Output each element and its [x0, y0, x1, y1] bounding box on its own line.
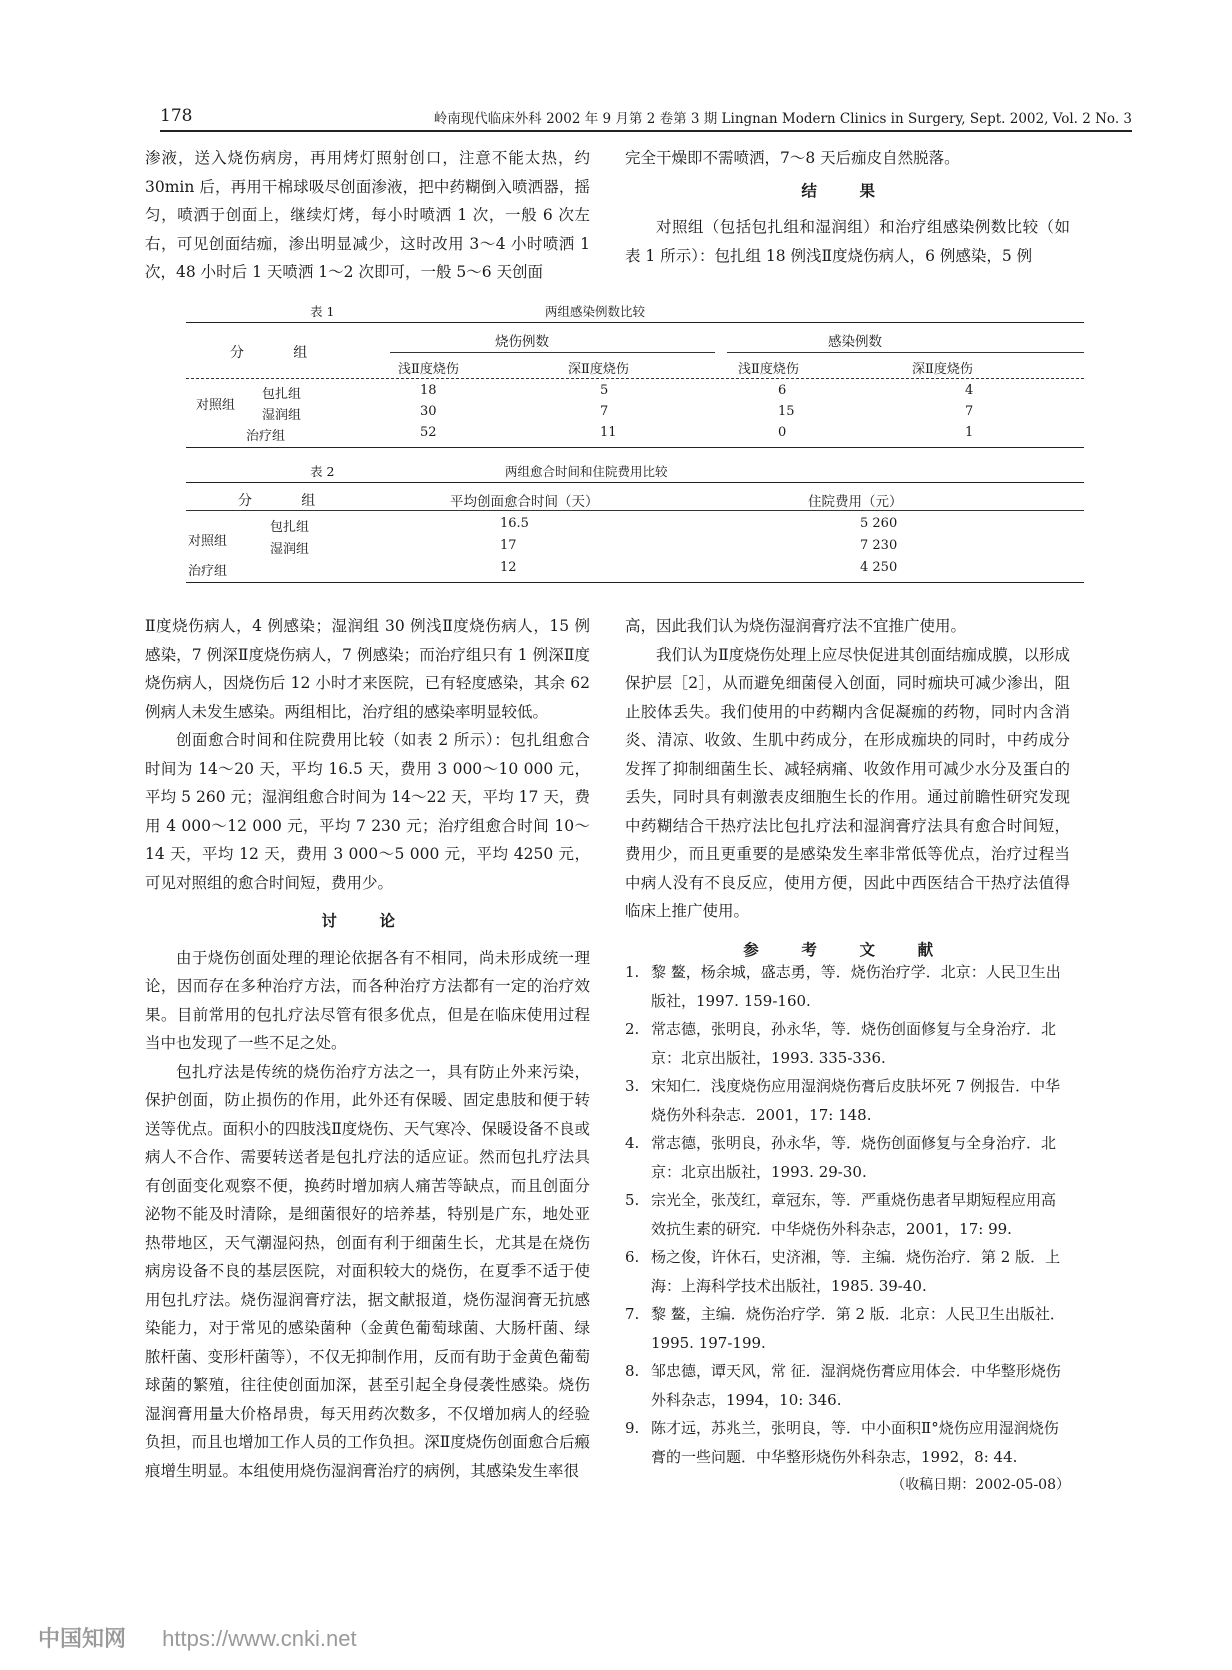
reference-text: 宗光全，张茂红，章冠东，等．严重烧伤患者早期短程应用高效抗生素的研究．中华烧伤外科杂志，2001，17: 99.: [651, 1191, 1057, 1238]
table2-time-header: 平均创面愈合时间（天）: [450, 494, 599, 510]
table1-header-rule: [186, 378, 1084, 379]
table-row-label: 湿润组: [270, 542, 310, 557]
reference-number: 2.: [625, 1020, 640, 1038]
table-cell: 17: [500, 538, 517, 553]
reference-item: [625, 1243, 1070, 1300]
table-cell: 12: [500, 560, 517, 575]
reference-number: 1.: [625, 963, 640, 981]
table-cell: 7: [965, 404, 974, 419]
reference-item: [625, 1015, 1070, 1072]
table2-group-header: 分 组: [238, 493, 338, 509]
table1-bottom-rule: [186, 447, 1084, 448]
table-row-label: 包扎组: [262, 387, 302, 402]
table1-sub-deep: 深Ⅱ度烧伤: [568, 362, 629, 377]
table2-label: 表 2: [310, 464, 335, 479]
table-row-label: 治疗组: [188, 564, 228, 579]
table-row-label: 湿润组: [262, 408, 302, 423]
table-row-label: 治疗组: [246, 429, 286, 444]
table1-infect-header: 感染例数: [828, 334, 882, 350]
journal-title: 岭南现代临床外科 2002 年 9 月第 2 卷第 3 期 Lingnan Modern Clinics in Surgery, Sept. 2002, Vol. 2 No. 3: [433, 111, 1132, 127]
table2-header-rule: [186, 510, 1084, 511]
table1-title: 两组感染例数比较: [545, 304, 646, 319]
reference-item: [625, 1300, 1070, 1357]
reference-text: 陈才远，苏兆兰，张明良，等．中小面积Ⅱ°烧伤应用湿润烧伤膏的一些问题．中华整形烧伤外科杂志，1992，8: 44.: [651, 1419, 1059, 1466]
reference-text: 宋知仁．浅度烧伤应用湿润烧伤膏后皮肤坏死 7 例报告．中华烧伤外科杂志．2001，17: 148.: [651, 1077, 1061, 1124]
table2-bottom-rule: [186, 582, 1084, 583]
reference-text: 邹忠德，谭天风，常 征．湿润烧伤膏应用体会．中华整形烧伤外科杂志，1994，10: 346.: [651, 1362, 1061, 1409]
reference-text: 常志德，张明良，孙永华，等．烧伤创面修复与全身治疗．北京：北京出版社，1993. 29-30.: [651, 1134, 1057, 1181]
table1-burn-rule: [390, 352, 715, 353]
paragraph: 完全干燥即不需喷洒，7～8 天后痂皮自然脱落。: [625, 149, 960, 167]
paragraph: 由于烧伤创面处理的理论依据各有不相同，尚未形成统一理论，因而存在多种治疗方法，而各种治疗方法都有一定的治疗效果。目前常用的包扎疗法尽管有很多优点，但是在临床使用过程当中也发现了一些不足之处。: [145, 948, 590, 1052]
table2-control-label: 对照组: [188, 534, 228, 549]
reference-item: [625, 1072, 1070, 1129]
reference-number: 6.: [625, 1248, 640, 1266]
table1-sub-deep: 深Ⅱ度烧伤: [912, 362, 973, 377]
reference-text: 杨之俊，许休石，史济湘，等．主编．烧伤治疗．第 2 版．上海：上海科学技术出版社，1985. 39-40.: [651, 1248, 1061, 1295]
table-cell: 15: [778, 404, 795, 419]
table-row-label: 包扎组: [270, 520, 310, 535]
table2-cost-header: 住院费用（元）: [808, 494, 903, 510]
cnki-watermark: [38, 1622, 357, 1653]
table1-sub-shallow: 浅Ⅱ度烧伤: [738, 362, 799, 377]
table-cell: 11: [600, 425, 617, 440]
table-cell: 30: [420, 404, 437, 419]
reference-number: 7.: [625, 1305, 640, 1323]
table-cell: 52: [420, 425, 437, 440]
table1-infect-rule: [727, 352, 1084, 353]
reference-text: 黎 鳌，主编．烧伤治疗学．第 2 版．北京：人民卫生出版社．1995. 197-199.: [651, 1305, 1065, 1352]
right-bottom-column: [625, 612, 1070, 972]
table1-sub-shallow: 浅Ⅱ度烧伤: [398, 362, 459, 377]
table-cell: 1: [965, 425, 974, 440]
table-cell: 0: [778, 425, 787, 440]
table1-control-label: 对照组: [196, 398, 236, 413]
table2-title: 两组愈合时间和住院费用比较: [505, 464, 668, 479]
table-cell: 18: [420, 383, 437, 398]
watermark-url: https://www.cnki.net: [162, 1626, 357, 1651]
table2-top-rule: [186, 482, 1084, 483]
page-header: [160, 106, 1132, 132]
reference-number: 4.: [625, 1134, 640, 1152]
reference-item: [625, 1186, 1070, 1243]
left-bottom-column: [145, 612, 590, 1485]
table1-label: 表 1: [310, 304, 335, 319]
reference-text: 常志德，张明良，孙永华，等．烧伤创面修复与全身治疗．北京：北京出版社，1993. 335-336.: [651, 1020, 1057, 1067]
reference-number: 8.: [625, 1362, 640, 1380]
table1-burn-header: 烧伤例数: [495, 334, 549, 350]
table-cell: 16.5: [500, 516, 529, 531]
table1-group-header: 分 组: [230, 345, 330, 361]
table-cell: 7 230: [860, 538, 898, 553]
reference-text: 黎 鳌，杨余城，盛志勇，等．烧伤治疗学．北京：人民卫生出版社，1997. 159-160.: [651, 963, 1061, 1010]
table-cell: 5: [600, 383, 609, 398]
reference-list: [625, 958, 1070, 1500]
paragraph: 包扎疗法是传统的烧伤治疗方法之一，具有防止外来污染，保护创面，防止损伤的作用，此外还有保暖、固定患肢和便于转送等优点。面积小的四肢浅Ⅱ度烧伤、天气寒冷、保暖设备不良或病人不合作、需要转送者是包扎疗法的适应证。然而包扎疗法具有创面变化观察不便，换药时增加病人痛苦等缺点，而且创面分泌物不能及时清除，是细菌很好的培养基，特别是广东，地处亚热带地区，天气潮湿闷热，创面有利于细菌生长，尤其是在烧伤病房设备不良的基层医院，对面积较大的烧伤，在夏季不适于使用包扎疗法。烧伤湿润膏疗法，据文献报道，烧伤湿润膏无抗感染能力，对于常见的感染菌种（金黄色葡萄球菌、大肠杆菌、绿脓杆菌、变形杆菌等），不仅无抑制作用，反而有助于金黄色葡萄球菌的繁殖，往往使创面加深，甚至引起全身侵袭性感染。烧伤湿润膏用量大价格昂贵，每天用药次数多，不仅增加病人的经验负担，而且也增加工作人员的工作负担。深Ⅱ度烧伤创面愈合后瘢痕增生明显。本组使用烧伤湿润膏治疗的病例，其感染发生率很: [145, 1062, 590, 1480]
table-cell: 4: [965, 383, 974, 398]
received-date: （收稿日期：2002-05-08）: [891, 1477, 1070, 1493]
section-heading-discussion: 讨 论: [321, 911, 414, 930]
paragraph: 对照组（包括包扎组和湿润组）和治疗组感染例数比较（如表 1 所示）：包扎组 18 例浅Ⅱ度烧伤病人，6 例感染，5 例: [625, 218, 1070, 265]
reference-item: [625, 1357, 1070, 1414]
section-heading-references: 参 考 文 献: [743, 939, 952, 959]
paragraph: 渗液，送入烧伤病房，再用烤灯照射创口，注意不能太热，约 30min 后，再用干棉球吸尽创面渗液，把中药糊倒入喷洒器，摇匀，喷洒于创面上，继续灯烤，每小时喷洒 1 次，一般 6 次左右，可见创面结痂，渗出明显减少，这时改用 3～4 小时喷洒 1 次，48 小时后 1 天喷洒 1～2 次即可，一般 5～6 天创面: [145, 149, 590, 281]
reference-number: 5.: [625, 1191, 640, 1209]
paragraph: 创面愈合时间和住院费用比较（如表 2 所示）：包扎组愈合时间为 14～20 天，平均 16.5 天，费用 3 000～10 000 元，平均 5 260 元；湿润组愈合时间为 14～22 天，平均 17 天，费用 4 000～12 000 元，平均 7 230 元；治疗组愈合时间 10～14 天，平均 12 天，费用 3 000～5 000 元，平均 4250 元，可见对照组的愈合时间短，费用少。: [145, 731, 590, 892]
reference-item: [625, 958, 1070, 1015]
paragraph: Ⅱ度烧伤病人，4 例感染；湿润组 30 例浅Ⅱ度烧伤病人，15 例感染，7 例深Ⅱ度烧伤病人，7 例感染；而治疗组只有 1 例深Ⅱ度烧伤病人，因烧伤后 12 小时才来医院，已有轻度感染，其余 62 例病人未发生感染。两组相比，治疗组的感染率明显较低。: [145, 617, 590, 721]
table1-top-rule: [186, 322, 1084, 323]
table-cell: 6: [778, 383, 787, 398]
paragraph: 我们认为Ⅱ度烧伤处理上应尽快促进其创面结痂成膜，以形成保护层［2］，从而避免细菌侵入创面，同时痂块可减少渗出，阻止胶体丢失。我们使用的中药糊内含促凝痂的药物，同时内含消炎、清凉、收敛、生肌中药成分，在形成痂块的同时，中药成分发挥了抑制细菌生长、减轻病痛、收敛作用可减少水分及蛋白的丢失，同时具有刺激表皮细胞生长的作用。通过前瞻性研究发现中药糊结合干热疗法比包扎疗法和湿润膏疗法具有愈合时间短，费用少，而且更重要的是感染发生率非常低等优点，治疗过程当中病人没有不良反应，使用方便，因此中西医结合干热疗法值得临床上推广使用。: [625, 645, 1070, 920]
section-heading-results: 结 果: [801, 180, 894, 200]
reference-number: 3.: [625, 1077, 640, 1095]
left-top-column: [145, 144, 590, 287]
right-top-column: [625, 144, 1070, 270]
table-cell: 4 250: [860, 560, 898, 575]
reference-item: [625, 1129, 1070, 1186]
table-cell: 5 260: [860, 516, 898, 531]
reference-item: [625, 1414, 1070, 1471]
watermark-brand: 中国知网: [38, 1626, 127, 1651]
paragraph: 高，因此我们认为烧伤湿润膏疗法不宜推广使用。: [625, 617, 967, 635]
page-number: 178: [160, 106, 193, 126]
table-cell: 7: [600, 404, 609, 419]
reference-number: 9.: [625, 1419, 640, 1437]
